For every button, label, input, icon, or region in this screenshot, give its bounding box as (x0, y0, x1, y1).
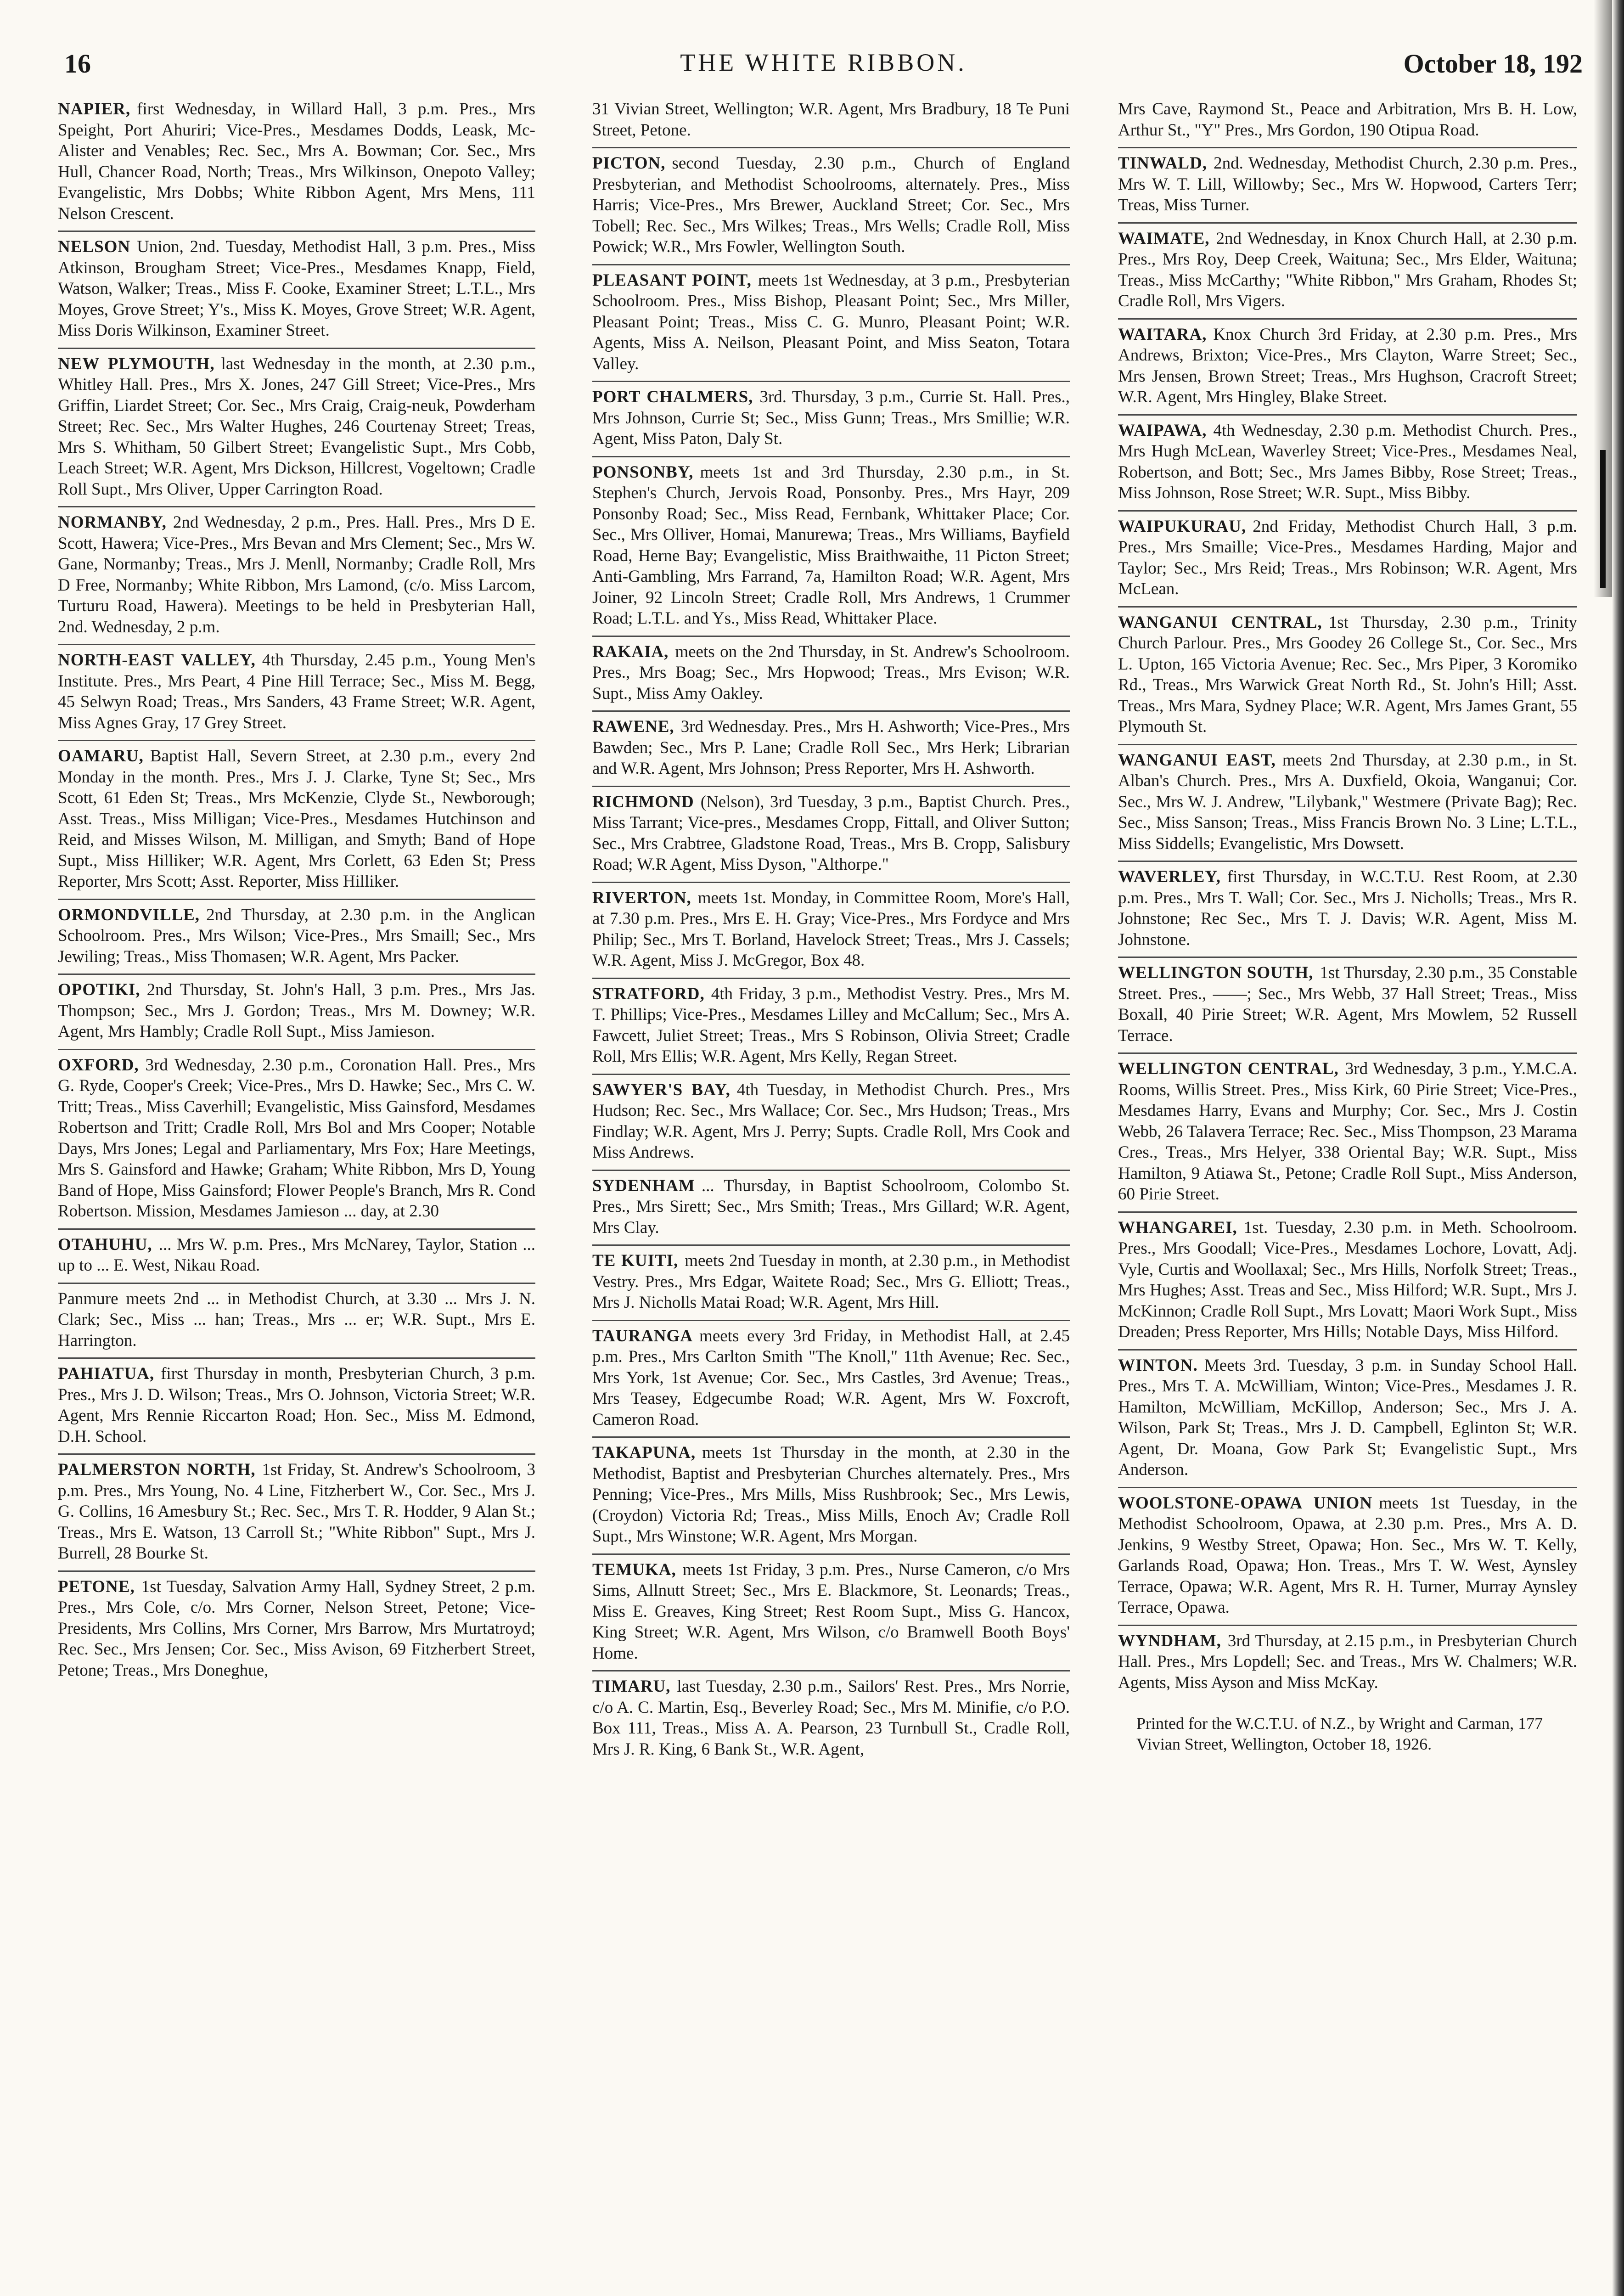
branch-name: NAPIER, (58, 100, 131, 118)
branch-entry (58, 236, 535, 349)
branch-entry (58, 1576, 535, 1688)
branch-details: ... Mrs W. p.m. Pres., Mrs McNarey, Taylor, Station ... up to ... E. West, Nikau Road. (58, 1235, 535, 1275)
branch-details: 3rd Thursday, at 2.15 p.m., in Presbyterian Church Hall. Pres., Mrs Lopdell; Sec. and Treas., Mrs W. Chalmers; W.R. Agents, Miss Ayson and Miss McKay. (1118, 1631, 1577, 1692)
branch-details: meets 1st. Monday, in Committee Room, More's Hall, at 7.30 p.m. Pres., Mrs E. H. Gray; Vice-Pres., Mrs Fordyce and Mrs Philip; Sec., Mrs T. Borland, Havelock Street; Treas., Mrs J. Cassels; W.R. Agent, Miss J. McGregor, Box 48. (592, 888, 1070, 970)
branch-entry (1118, 324, 1577, 416)
branch-name: RAWENE, (592, 717, 674, 736)
branch-entry (592, 1559, 1070, 1672)
branch-name: PAHIATUA, (58, 1364, 155, 1383)
branch-details: 4th Friday, 3 p.m., Methodist Vestry. Pres., Mrs M. T. Phillips; Vice-Pres., Mesdames Lilley and McCallum; Sec., Mrs A. Fawcett, Juliet Street; Treas., Mrs S Robinson, Olivia Street; Cradle Roll, Mrs Ellis; W.R. Agent, Mrs Kelly, Regan Street. (592, 984, 1070, 1066)
branch-name: NELSON (58, 237, 131, 256)
branch-details: 2nd Thursday, at 2.30 p.m. in the Anglican Schoolroom. Pres., Mrs Wilson; Vice-Pres., Mrs Smaill; Sec., Mrs Jewiling; Treas., Miss Thomasen; W.R. Agent, Mrs Packer. (58, 905, 535, 966)
publication-title: THE WHITE RIBBON. (680, 49, 967, 76)
branch-details: first Wednesday, in Willard Hall, 3 p.m. Pres., Mrs Speight, Port Ahuriri; Vice-Pres., Mesdames Dodds, Leask, Mc-Alister and Venables; Rec. Sec., Mrs A. Bowman; Cor. Sec., Mrs Hull, Chancer Road, North; Treas., Mrs Wilkinson, Onepoto Valley; Evangelistic, Mrs Dobbs; White Ribbon Agent, Mrs Mens, 111 Nelson Crescent. (58, 100, 535, 223)
branch-details: meets 1st Tuesday, in the Methodist Schoolroom, Opawa, at 2.30 p.m. Pres., Mrs A. D. Jenkins, 9 Westby Street, Opawa; Hon. Sec., Mrs W. T. Kelly, Garlands Road, Opawa; Hon. Treas., Mrs T. W. West, Aynsley Terrace, Opawa; W.R. Agent, Mrs R. H. Turner, Murray Aynsley Terrace, Opawa. (1118, 1493, 1577, 1617)
branch-name: RIVERTON, (592, 888, 691, 907)
page-edge-shadow (1612, 0, 1624, 2296)
branch-details: meets 1st Thursday in the month, at 2.30 in the Methodist, Baptist and Presbyterian Churches alternately. Pres., Mrs Penning; Vice-Pres., Mrs Mills, Miss Rushbrook; Sec., Mrs Lewis, (Croydon) Victoria Rd; Treas., Miss Mills, Enoch Av; Cradle Roll Supt., Mrs Winstone; W.R. Agent, Mrs Morgan. (592, 1443, 1070, 1546)
branch-entry (58, 1234, 535, 1284)
branch-name: TINWALD, (1118, 154, 1208, 173)
branch-entry (592, 792, 1070, 883)
branch-entry (592, 387, 1070, 457)
branch-details: 3rd. Thursday, 3 p.m., Currie St. Hall. Pres., Mrs Johnson, Currie St; Sec., Miss Gunn; Treas., Mrs Smillie; W.R. Agent, Miss Paton, Daly St. (592, 388, 1070, 448)
branch-name: ORMONDVILLE, (58, 905, 200, 924)
branch-details: meets 1st Wednesday, at 3 p.m., Presbyterian Schoolroom. Pres., Miss Bishop, Pleasant Point; Sec., Mrs Miller, Pleasant Point; Treas., Miss C. G. Munro, Pleasant Point; W.R. Agents, Miss A. Neilson, Pleasant Point, and Miss Seaton, Totara Valley. (592, 270, 1070, 373)
branch-details: last Wednesday in the month, at 2.30 p.m., Whitley Hall. Pres., Mrs X. Jones, 247 Gill Street; Vice-Pres., Mrs Griffin, Liardet Street; Cor. Sec., Mrs Craig, Craig-neuk, Powderham Street; Rec. Sec., Mrs Walter Hughes, 246 Courtenay Street; Treas, Mrs S. Whitham, 50 Gilbert Street; Evangelistic Supt., Mrs Cobb, Leach Street; W.R. Agent, Mrs Dickson, Hillcrest, Vogeltown; Cradle Roll Supt., Mrs Oliver, Upper Carrington Road. (58, 354, 535, 499)
branch-details: 4th Thursday, 2.45 p.m., Young Men's Institute. Pres., Mrs Peart, 4 Pine Hill Terrace; Sec., Miss M. Begg, 45 Selwyn Road; Treas., Mrs Sanders, 43 Frame Street; W.R. Agent, Miss Agnes Gray, 17 Grey Street. (58, 651, 535, 732)
branch-details: 1st Tuesday, Salvation Army Hall, Sydney Street, 2 p.m. Pres., Mrs Cole, c/o. Mrs Corner, Nelson Street, Petone; Vice-Presidents, Mrs Collins, Mrs Corner, Mrs Barrow, Mrs Murtatroyd; Rec. Sec., Mrs Jensen; Cor. Sec., Miss Avison, 69 Fitzherbert Street, Petone; Treas., Mrs Doneghue, (58, 1577, 535, 1680)
branch-name: OTAHUHU, (58, 1235, 152, 1254)
branch-name: STRATFORD, (592, 984, 705, 1003)
printer-imprint: Printed for the W.C.T.U. of N.Z., by Wright and Carman, 177 Vivian Street, Wellington, October 18, 1926. (1136, 1714, 1543, 1753)
branch-name: WAIPAWA, (1118, 421, 1207, 440)
branch-entry (592, 1080, 1070, 1171)
branch-entry (58, 650, 535, 741)
branch-entry (58, 979, 535, 1050)
branch-details: (Nelson), 3rd Tuesday, 3 p.m., Baptist Church. Pres., Miss Tarrant; Vice-pres., Mesdames Cropp, Fittall, and Oliver Sutton; Sec., Mrs Crabtree, Gladstone Road, Treas., Mrs B. Cropp, Salisbury Road; W.R Agent, Miss Dyson, "Althorpe." (592, 792, 1070, 874)
branch-entry (1118, 1217, 1577, 1351)
branch-details: second Tuesday, 2.30 p.m., Church of England Presbyterian, and Methodist Schoolrooms, alternately. Pres., Miss Harris; Vice-Pres., Mrs Brewer, Auckland Street; Cor. Sec., Mrs Tobell; Rec. Sec., Mrs Wilkes; Treas., Mrs Wells; Cradle Roll, Miss Powick; W.R., Mrs Fowler, Wellington South. (592, 154, 1070, 256)
branch-name: NORMANBY, (58, 513, 167, 532)
branch-details: Panmure meets 2nd ... in Methodist Church, at 3.30 ... Mrs J. N. Clark; Sec., Miss ... han; Treas., Mrs ... er; W.R. Supt., Mrs E. Harrington. (58, 1289, 535, 1350)
branch-entry (1118, 1631, 1577, 1700)
branch-entry (1118, 228, 1577, 320)
branch-details: 2nd Thursday, St. John's Hall, 3 p.m. Pres., Mrs Jas. Thompson; Sec., Mrs J. Gordon; Treas., Mrs M. Downey; W.R. Agent, Mrs Hambly; Cradle Roll Supt., Miss Jamieson. (58, 980, 535, 1041)
branch-name: WANGANUI CENTRAL, (1118, 613, 1322, 632)
branch-name: TEMUKA, (592, 1560, 676, 1579)
branch-details: 1st Thursday, 2.30 p.m., 35 Constable Street. Pres., ——; Sec., Mrs Webb, 37 Hall Street; Treas., Miss Boxall, 40 Pirie Street; W.R. Agent, Mrs Mowlem, 52 Russell Terrace. (1118, 963, 1577, 1045)
branch-entry (58, 905, 535, 975)
branch-name: SYDENHAM (592, 1176, 695, 1195)
column-3-entries (1118, 99, 1577, 1699)
branch-details: Knox Church 3rd Friday, at 2.30 p.m. Pres., Mrs Andrews, Brixton; Vice-Pres., Mrs Clayton, Warre Street; Sec., Mrs Jensen, Brown Street; Treas., Mrs Hughson, Cracroft Street; W.R. Agent, Mrs Hingley, Blake Street. (1118, 325, 1577, 406)
branch-entry (592, 99, 1070, 148)
branch-entry (1118, 1355, 1577, 1488)
branch-entry (1118, 99, 1577, 148)
branch-name: TIMARU, (592, 1677, 671, 1696)
branch-name: WELLINGTON CENTRAL, (1118, 1059, 1339, 1078)
branch-entry (592, 1250, 1070, 1321)
branch-name: WAIMATE, (1118, 229, 1210, 248)
branch-name: PONSONBY, (592, 462, 694, 482)
branch-name: RAKAIA, (592, 642, 669, 661)
branch-details: first Thursday in month, Presbyterian Church, 3 p.m. Pres., Mrs J. D. Wilson; Treas., Mrs O. Johnson, Victoria Street; W.R. Agent, Mrs Rennie Riccarton Road; Hon. Sec., Miss M. Edmond, D.H. School. (58, 1364, 535, 1446)
branch-name: TAURANGA (592, 1326, 693, 1345)
branch-entry (58, 1289, 535, 1359)
branch-name: OPOTIKI, (58, 980, 140, 999)
branch-name: TE KUITI, (592, 1251, 679, 1270)
branch-details: 2nd Wednesday, 2 p.m., Pres. Hall. Pres., Mrs D E. Scott, Hawera; Vice-Pres., Mrs Bevan and Mrs Clement; Sec., Mrs W. Gane, Normanby; Treas., Mrs J. Menll, Normanby; Cradle Roll, Mrs D Free, Normanby; White Ribbon, Mrs Lamond, (c/o. Miss Larcom, Turturu Road, Hawera). Meetings to be held in Presbyterian Hall, 2nd. Wednesday, 2 p.m. (58, 513, 535, 636)
branch-entry (1118, 962, 1577, 1054)
column-1 (58, 99, 535, 1692)
branch-details: 1st. Tuesday, 2.30 p.m. in Meth. Schoolroom. Pres., Mrs Goodall; Vice-Pres., Mesdames Lochore, Lovatt, Adj. Vyle, Curtis and Woollaxal; Sec., Mrs Hills, Norfolk Street; Treas., Mrs Hughes; Asst. Treas and Sec., Miss Hilford; W.R. Supt., Mrs J. McKinnon; Cradle Roll Supt., Mrs Lovatt; Maori Work Supt., Miss Dreaden; Press Reporter, Mrs Hills; Notable Days, Miss Hilford. (1118, 1218, 1577, 1341)
branch-entry (592, 1326, 1070, 1438)
branch-details: meets 2nd Tuesday in month, at 2.30 p.m., in Methodist Vestry. Pres., Mrs Edgar, Waitete Road; Sec., Mrs G. Elliott; Treas., Mrs J. Nicholls Matai Road; W.R. Agent, Mrs Hill. (592, 1251, 1070, 1312)
branch-entry (592, 1442, 1070, 1555)
branch-name: PALMERSTON NORTH, (58, 1460, 256, 1479)
branch-entry (592, 1176, 1070, 1246)
branch-details: 4th Tuesday, in Methodist Church. Pres., Mrs Hudson; Rec. Sec., Mrs Wallace; Cor. Sec., Mrs Hudson; Treas., Mrs Findlay; W.R. Agent, Mrs J. Perry; Supts. Cradle Roll, Mrs Cook and Miss Andrews. (592, 1080, 1070, 1162)
branch-details: 31 Vivian Street, Wellington; W.R. Agent, Mrs Bradbury, 18 Te Puni Street, Petone. (592, 100, 1070, 140)
branch-name: PORT CHALMERS, (592, 388, 753, 406)
branch-entry (58, 1363, 535, 1455)
branch-details: meets 1st Friday, 3 p.m. Pres., Nurse Cameron, c/o Mrs Sims, Allnutt Street; Sec., Mrs E. Blackmore, St. Leonards; Treas., Miss E. Greaves, King Street; Rest Room Supt., Miss G. Hancox, King Street; W.R. Agent, Mrs Wilson, c/o Bramwell Booth Boys' Home. (592, 1560, 1070, 1663)
branch-name: NEW PLYMOUTH, (58, 354, 215, 373)
branch-entry (1118, 516, 1577, 608)
branch-details: 3rd Wednesday. Pres., Mrs H. Ashworth; Vice-Pres., Mrs Bawden; Sec., Mrs P. Lane; Cradle Roll Sec., Mrs Herk; Librarian and W.R. Agent, Mrs Johnson; Press Reporter, Mrs H. Ashworth. (592, 717, 1070, 778)
branch-name: WAIPUKURAU, (1118, 517, 1247, 536)
branch-entry (1118, 1058, 1577, 1213)
branch-details: 3rd Wednesday, 3 p.m., Y.M.C.A. Rooms, Willis Street. Pres., Miss Kirk, 60 Pirie Street; Vice-Pres., Mesdames Harry, Evans and Murphy; Cor. Sec., Mrs J. Costin Webb, 26 Talavera Terrace; Rec. Sec., Miss Thompson, 23 Marama Cres., Treas., Mrs Helyer, 338 Oriental Bay; W.R. Supt., Miss Hamilton, 9 Atiawa St., Petone; Cradle Roll Supt., Miss Anderson, 60 Pirie Street. (1118, 1059, 1577, 1204)
branch-name: WAITARA, (1118, 325, 1207, 344)
branch-name: PETONE, (58, 1577, 135, 1596)
column-2 (592, 99, 1070, 1771)
branch-entry (58, 1055, 535, 1230)
branch-entry (1118, 420, 1577, 512)
branch-details: 1st Thursday, 2.30 p.m., Trinity Church Parlour. Pres., Mrs Goodey 26 College St., Cor. Sec., Mrs L. Upton, 165 Victoria Avenue; Rec. Sec., Mrs Piper, 3 Koromiko Rd., Treas., Mrs Warwick Great North Rd., St. John's Hill; Asst. Treas., Mrs Mara, Sydney Place; W.R. Agent, Mrs James Grant, 55 Plymouth St. (1118, 613, 1577, 736)
branch-entry (592, 984, 1070, 1075)
branch-details: 1st Friday, St. Andrew's Schoolroom, 3 p.m. Pres., Mrs Young, No. 4 Line, Fitzherbert W., Cor. Sec., Mrs J. G. Collins, 16 Amesbury St.; Rec. Sec., Mrs T. R. Hodder, 9 Alan St.; Treas., Mrs E. Watson, 13 Carroll St.; "White Ribbon" Supt., Mrs J. Burrell, 28 Bourke St. (58, 1460, 536, 1563)
branch-name: PLEASANT POINT, (592, 270, 752, 290)
branch-entry (1118, 612, 1577, 745)
branch-name: WANGANUI EAST, (1118, 750, 1276, 770)
branch-details: Union, 2nd. Tuesday, Methodist Hall, 3 p.m. Pres., Miss Atkinson, Brougham Street; Vice-Pres., Mesdames Knapp, Field, Watson, Walker; Treas., Miss F. Cooke, Examiner Street; L.T.L., Mrs Moyes, Grove Street; Y's., Miss K. Moyes, Grove Street; W.R. Agent, Miss Doris Wilkinson, Examiner Street. (58, 237, 535, 340)
branch-name: WAVERLEY, (1118, 867, 1221, 886)
branch-details: Baptist Hall, Severn Street, at 2.30 p.m., every 2nd Monday in the month. Pres., Mrs J. J. Clarke, Tyne St; Sec., Mrs Scott, 61 Eden St; Treas., Mrs McKenzie, Clyde St., Newborough; Asst. Treas., Miss Milligan; Vice-Pres., Mesdames Hutchinson and Reid, and Misses Wilson, M. Milligan, and Smyth; Band of Hope Supt., Miss Hilliker; W.R. Agent, Mrs Corlett, 63 Eden St; Press Reporter, Mrs Scott; Asst. Reporter, Miss Hilliker. (58, 747, 535, 891)
branch-name: WINTON. (1118, 1356, 1198, 1375)
branch-details: 2nd Wednesday, in Knox Church Hall, at 2.30 p.m. Pres., Mrs Roy, Deep Creek, Waituna; Sec., Mrs Elder, Waituna; Treas., Miss McCarthy; "White Ribbon," Mrs Graham, Rhodes St; Cradle Roll, Mrs Vigers. (1118, 229, 1577, 310)
branch-details: 2nd. Wednesday, Methodist Church, 2.30 p.m. Pres., Mrs W. T. Lill, Willowby; Sec., Mrs W. Hopwood, Carters Terr; Treas, Miss Turner. (1118, 154, 1577, 214)
issue-date: October 18, 192 (1403, 49, 1583, 79)
branch-entry (1118, 153, 1577, 224)
branch-entry (58, 746, 535, 900)
branch-details: 4th Wednesday, 2.30 p.m. Methodist Church. Pres., Mrs Hugh McLean, Waverley Street; Vice-Pres., Mesdames Neal, Robertson, and Bott; Sec., Mrs James Bibby, Rose Street; Treas., Miss Johnson, Rose Street; W.R. Supt., Miss Bibby. (1118, 421, 1577, 502)
branch-details: 3rd Wednesday, 2.30 p.m., Coronation Hall. Pres., Mrs G. Ryde, Cooper's Creek; Vice-Pres., Mrs D. Hawke; Sec., Mrs C. W. Tritt; Treas., Miss Caverhill; Evangelistic, Miss Gainsford, Mesdames Robertson and Tritt; Cradle Roll, Mrs Bol and Mrs Cooper; Notable Days, Mrs Jones; Legal and Parliamentary, Mrs Fox; Hare Meetings, Mrs S. Gainsford and Hawke; Graham; White Ribbon, Mrs D, Young Band of Hope, Miss Gainsford; Flower People's Branch, Mrs R. Cond Robertson. Mission, Mesdames Jamieson ... day, at 2.30 (58, 1055, 535, 1221)
branch-entry (58, 354, 535, 508)
branch-name: PICTON, (592, 154, 666, 173)
branch-details: Mrs Cave, Raymond St., Peace and Arbitration, Mrs B. H. Low, Arthur St., "Y" Pres., Mrs Gordon, 190 Otipua Road. (1118, 100, 1577, 140)
branch-details: Meets 3rd. Tuesday, 3 p.m. in Sunday School Hall. Pres., Mrs T. A. McWilliam, Winton; Vice-Pres., Mesdames J. R. Hamilton, McWilliam, McKillop, Anderson; Sec., Mrs J. A. Wilson, Park St; Treas., Mrs J. D. Campbell, Eglinton St; W.R. Agent, Dr. Moana, Gow Park St; Evangelistic Supt., Mrs Anderson. (1118, 1356, 1577, 1479)
branch-entry (592, 888, 1070, 979)
branch-entry (58, 99, 535, 232)
branch-entry (592, 462, 1070, 637)
branch-name: TAKAPUNA, (592, 1443, 696, 1462)
page-edge-mark (1600, 450, 1606, 588)
branch-name: WYNDHAM, (1118, 1631, 1221, 1650)
branch-entry (1118, 867, 1577, 958)
branch-details: last Tuesday, 2.30 p.m., Sailors' Rest. Pres., Mrs Norrie, c/o A. C. Martin, Esq., Beverley Road; Sec., Mrs M. Minifie, c/o P.O. Box 111, Treas., Miss A. A. Pearson, 23 Turnbull St., Cradle Roll, Mrs J. R. King, 6 Bank St., W.R. Agent, (592, 1677, 1070, 1759)
branch-details: meets on the 2nd Thursday, in St. Andrew's Schoolroom. Pres., Mrs Boag; Sec., Mrs Hopwood; Treas., Mrs Evison; W.R. Supt., Miss Amy Oakley. (592, 642, 1070, 703)
branch-entry (592, 642, 1070, 712)
branch-name: RICHMOND (592, 792, 694, 811)
branch-entry (592, 716, 1070, 787)
branch-entry (58, 1459, 535, 1572)
branch-details: meets 1st and 3rd Thursday, 2.30 p.m., in St. Stephen's Church, Jervois Road, Ponsonby. Pres., Mrs Hayr, 209 Ponsonby Road; Sec., Miss Read, Fernbank, Whittaker Place; Cor. Sec., Mrs Olliver, Homai, Manurewa; Treas., Mrs Williams, Bayfield Road, Herne Bay; Evangelistic, Miss Braithwaithe, 11 Picton Street; Anti-Gambling, Mrs Farrand, 7a, Hamilton Road; W.R. Agent, Mrs Joiner, 92 Lincoln Street; Cradle Roll, Mrs Andrews, 1 Crummer Road; L.T.L. and Ys., Miss Read, Whittaker Place. (592, 462, 1070, 628)
page-number: 16 (64, 49, 91, 79)
branch-details: meets every 3rd Friday, in Methodist Hall, at 2.45 p.m. Pres., Mrs Carlton Smith "The Knoll," 11th Avenue; Rec. Sec., Mrs York, 1st Avenue; Cor. Sec., Mrs Castles, 3rd Avenue; Treas., Mrs Teasey, Edgecumbe Road; W.R. Agent, Mrs W. Foxcroft, Cameron Road. (592, 1326, 1070, 1429)
column-3 (1118, 99, 1577, 1771)
branch-details: meets 2nd Thursday, at 2.30 p.m., in St. Alban's Church. Pres., Mrs A. Duxfield, Okoia, Wanganui; Cor. Sec., Mrs W. J. Andrew, "Lilybank," Westmere (Private Bag); Rec. Sec., Miss Sanson; Treas., Miss Francis Brown No. 3 Line; L.T.L., Miss Siddells; Evangelistic, Mrs Dowsett. (1118, 750, 1577, 853)
branch-entry (1118, 1493, 1577, 1626)
branch-details: ... Thursday, in Baptist Schoolroom, Colombo St. Pres., Mrs Sirett; Sec., Mrs Smith; Treas., Mrs Gillard; W.R. Agent, Mrs Clay. (592, 1176, 1070, 1237)
branch-name: SAWYER'S BAY, (592, 1080, 731, 1099)
branch-name: NORTH-EAST VALLEY, (58, 651, 256, 670)
branch-name: OXFORD, (58, 1055, 139, 1075)
page-header (64, 48, 1583, 90)
branch-entry (58, 512, 535, 645)
branch-entry (592, 270, 1070, 383)
branch-details: 2nd Friday, Methodist Church Hall, 3 p.m. Pres., Mrs Smaille; Vice-Pres., Mesdames Harding, Major and Taylor; Sec., Mrs Reid; Treas., Mrs Robinson; W.R. Agent, Mrs McLean. (1118, 517, 1577, 598)
branch-name: OAMARU, (58, 747, 144, 765)
branch-name: WELLINGTON SOUTH, (1118, 963, 1314, 982)
branch-name: WOOLSTONE-OPAWA UNION (1118, 1493, 1373, 1513)
branch-entry (592, 153, 1070, 265)
branch-entry (1118, 750, 1577, 862)
branch-entry (592, 1676, 1070, 1766)
branch-name: WHANGAREI, (1118, 1218, 1237, 1237)
branch-details: first Thursday, in W.C.T.U. Rest Room, at 2.30 p.m. Pres., Mrs T. Wall; Cor. Sec., Mrs J. Nicholls; Treas., Mrs R. Johnstone; Rec Sec., Mrs T. J. Davis; W.R. Agent, Miss M. Johnstone. (1118, 867, 1577, 949)
